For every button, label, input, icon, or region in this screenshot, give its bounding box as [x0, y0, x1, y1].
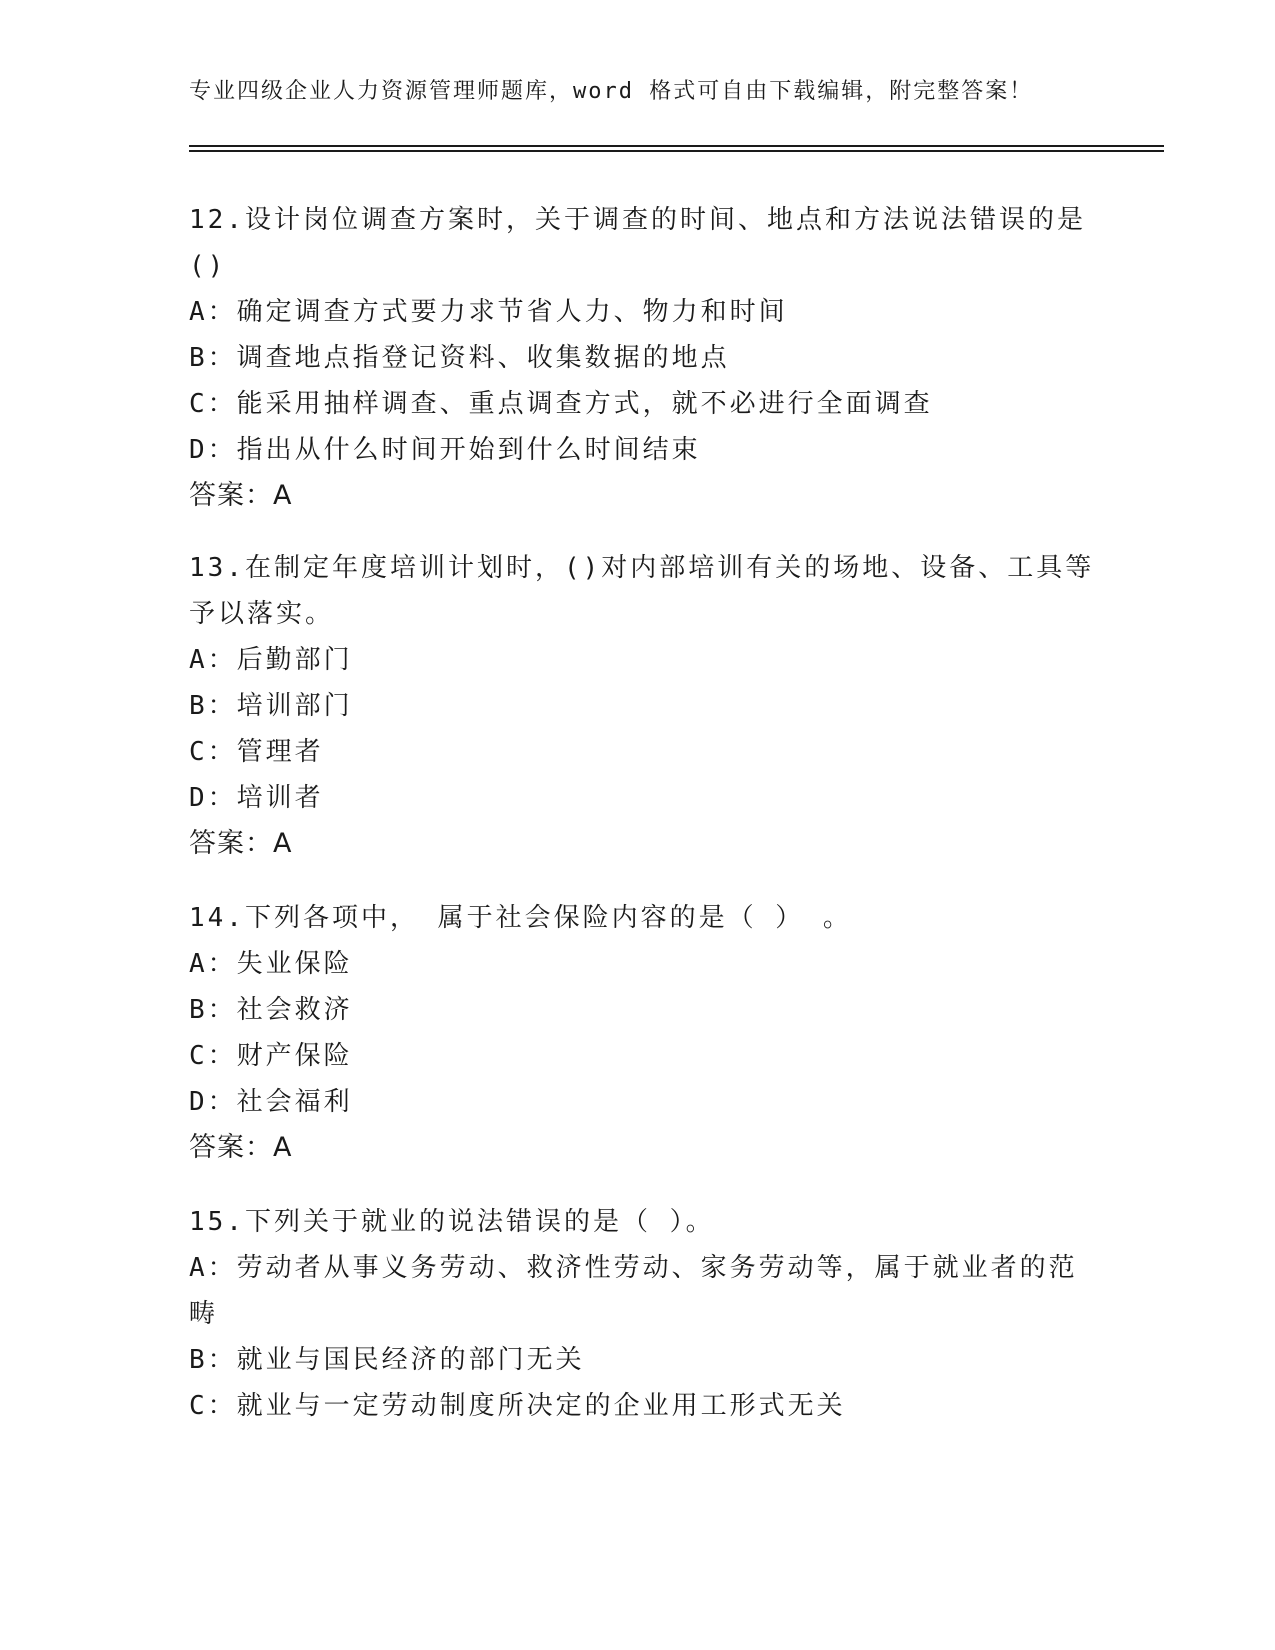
option-b: B：调查地点指登记资料、收集数据的地点: [189, 343, 730, 373]
header-rule: [189, 145, 1164, 152]
question-stem-line: 15.下列关于就业的说法错误的是（ ）。: [189, 1207, 715, 1237]
question-stem-line: 14.下列各项中， 属于社会保险内容的是（ ） 。: [189, 903, 852, 933]
option-c: C：财产保险: [189, 1041, 353, 1071]
option-d: D：社会福利: [189, 1087, 353, 1117]
question-15: [189, 1199, 1089, 1429]
option-c: C：管理者: [189, 737, 324, 767]
question-stem-line: 13.在制定年度培训计划时，()对内部培训有关的场地、设备、工具等: [189, 553, 1095, 583]
answer-line: 答案：A: [189, 480, 293, 511]
answer-line: 答案：A: [189, 1132, 293, 1163]
question-13: [189, 545, 1095, 867]
option-b: B：社会救济: [189, 995, 353, 1025]
question-stem-line: 12.设计岗位调查方案时，关于调查的时间、地点和方法说法错误的是: [189, 205, 1086, 235]
question-12: [189, 197, 1089, 519]
option-a: A：劳动者从事义务劳动、救济性劳动、家务劳动等，属于就业者的范: [189, 1253, 1078, 1283]
option-a: A：确定调查方式要力求节省人力、物力和时间: [189, 297, 788, 327]
question-stem-line: 予以落实。: [189, 599, 335, 629]
page-header: 专业四级企业人力资源管理师题库，word 格式可自由下载编辑，附完整答案！: [189, 79, 1034, 104]
option-a: A：失业保险: [189, 949, 353, 979]
option-a-continued: 畴: [189, 1299, 219, 1329]
option-d: D：指出从什么时间开始到什么时间结束: [189, 435, 701, 465]
option-b: B：培训部门: [189, 691, 353, 721]
option-c: C：能采用抽样调查、重点调查方式，就不必进行全面调查: [189, 389, 933, 419]
option-d: D：培训者: [189, 783, 324, 813]
answer-line: 答案：A: [189, 828, 293, 859]
question-14: [189, 895, 1089, 1171]
question-stem-line: (): [189, 251, 227, 281]
option-c: C：就业与一定劳动制度所决定的企业用工形式无关: [189, 1391, 846, 1421]
option-b: B：就业与国民经济的部门无关: [189, 1345, 585, 1375]
option-a: A：后勤部门: [189, 645, 353, 675]
